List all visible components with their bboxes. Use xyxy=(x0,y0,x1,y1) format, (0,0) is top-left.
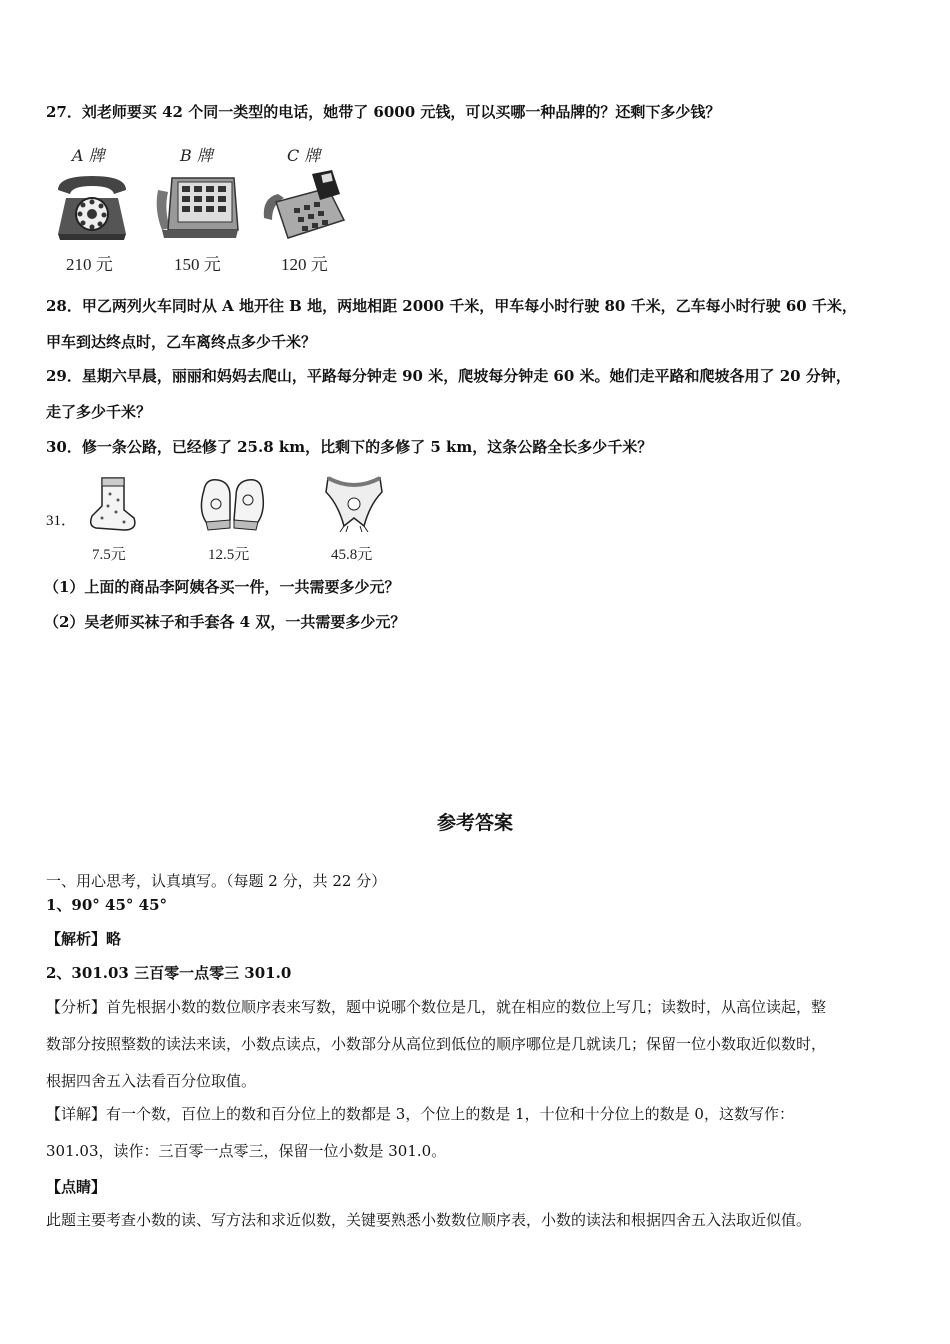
phone-a-price: 210 元 xyxy=(66,255,113,274)
phone-b-brand: B 牌 xyxy=(180,146,213,165)
question-28-line2: 甲车到达终点时，乙车离终点多少千米？ xyxy=(46,333,317,351)
section-1-heading: 一、用心思考，认真填写。（每题 2 分，共 22 分） xyxy=(46,872,387,890)
answer-1-analysis: 【解析】略 xyxy=(46,930,122,948)
answer-2-comment-label: 【点睛】 xyxy=(46,1178,107,1196)
mitten-image xyxy=(196,476,268,534)
sock-image xyxy=(86,474,138,534)
phone-b-price: 150 元 xyxy=(174,255,221,274)
answer-2-analysis-line1: 【分析】首先根据小数的数位顺序表来写数，题中说哪个数位是几，就在相应的数位上写几；读数时，从高位读起，整 xyxy=(46,998,827,1016)
answer-2-detail-line1: 【详解】有一个数，百位上的数和百分位上的数都是 3，个位上的数是 1，十位和十分位上的数是 0，这数写作： xyxy=(46,1105,794,1123)
cordless-phone-image xyxy=(258,168,350,248)
question-29-line2: 走了多少千米？ xyxy=(46,403,152,421)
mitten-price: 12.5元 xyxy=(208,547,250,563)
rotary-phone-image xyxy=(52,168,132,248)
sock-price: 7.5元 xyxy=(92,547,126,563)
phone-a-brand: A 牌 xyxy=(72,146,105,165)
question-27-text: 27．刘老师要买 42 个同一类型的电话，她带了 6000 元钱，可以买哪一种品牌的？还剩下多少钱？ xyxy=(46,103,721,121)
answer-1: 1、90° 45° 45° xyxy=(46,896,168,914)
answer-2-analysis-line2: 数部分按照整数的读法来读，小数点读点，小数部分从高位到低位的顺序哪位是几就读几；保留一位小数取近似数时， xyxy=(46,1035,827,1053)
keypad-phone-image xyxy=(152,170,240,246)
question-30-text: 30．修一条公路，已经修了 25.8 km，比剩下的多修了 5 km，这条公路全长多少千米？ xyxy=(46,438,653,456)
answer-2: 2、301.03 三百零一点零三 301.0 xyxy=(46,964,292,982)
phone-c-brand: C 牌 xyxy=(287,146,321,165)
answer-2-comment: 此题主要考查小数的读、写方法和求近似数，关键要熟悉小数数位顺序表，小数的读法和根据四舍五入法取近似值。 xyxy=(46,1211,812,1229)
question-31-sub1: （1）上面的商品李阿姨各买一件，一共需要多少元？ xyxy=(44,578,400,596)
question-28-line1: 28．甲乙两列火车同时从 A 地开往 B 地，两地相距 2000 千米，甲车每小时行驶 80 千米，乙车每小时行驶 60 千米， xyxy=(46,297,857,315)
scarf-image xyxy=(322,470,386,532)
scarf-price: 45.8元 xyxy=(331,547,373,563)
question-31-number: 31． xyxy=(46,513,77,529)
answers-title: 参考答案 xyxy=(436,812,513,834)
answer-2-analysis-line3: 根据四舍五入法看百分位取值。 xyxy=(46,1072,257,1090)
phone-c-price: 120 元 xyxy=(281,255,328,274)
question-31-sub2: （2）吴老师买袜子和手套各 4 双，一共需要多少元？ xyxy=(44,613,406,631)
question-29-line1: 29．星期六早晨，丽丽和妈妈去爬山，平路每分钟走 90 米，爬坡每分钟走 60 米。她们走平路和爬坡各用了 20 分钟， xyxy=(46,367,851,385)
answer-2-detail-line2: 301.03，读作：三百零一点零三，保留一位小数是 301.0。 xyxy=(46,1142,447,1160)
